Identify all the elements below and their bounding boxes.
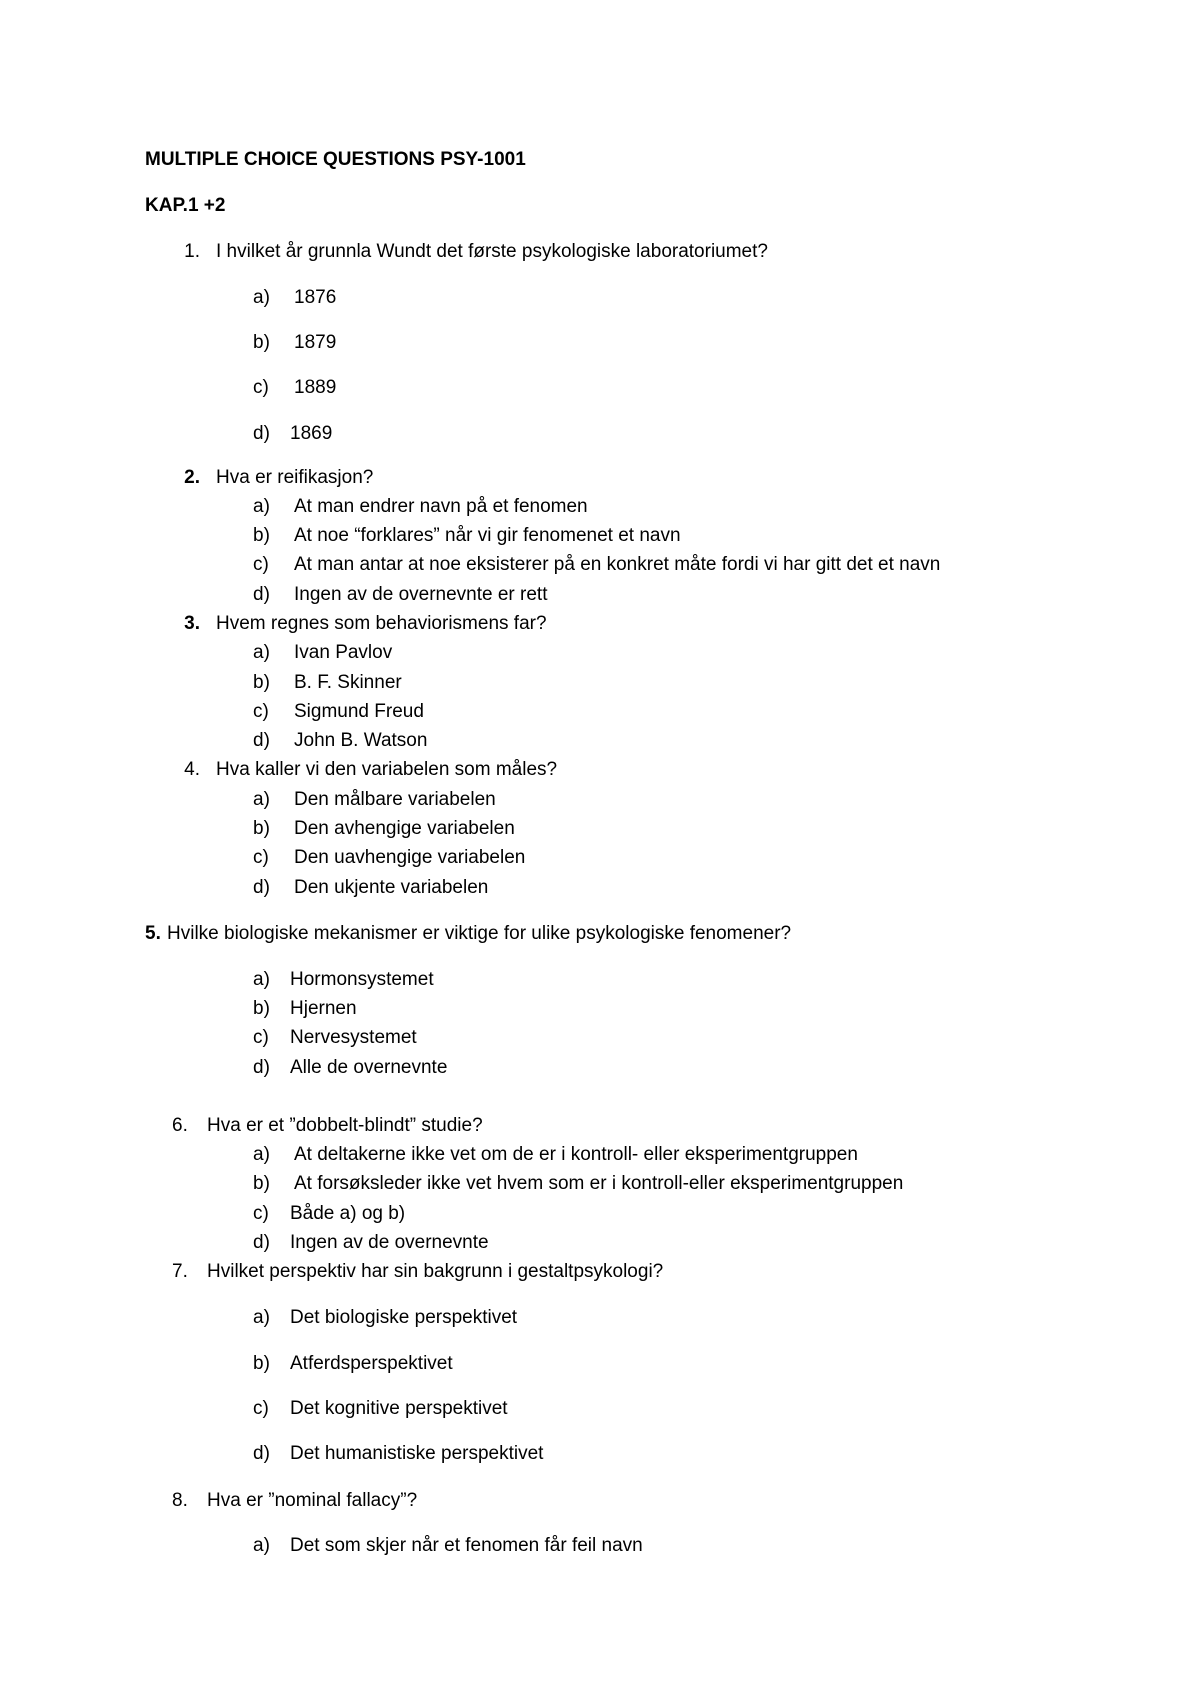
question-text: Hva kaller vi den variabelen som måles? — [216, 759, 558, 780]
option-text: Den målbare variabelen — [294, 789, 496, 810]
option-letter: a) — [253, 1535, 270, 1556]
option-text: Det humanistiske perspektivet — [290, 1443, 544, 1464]
option-letter: a) — [253, 789, 270, 810]
option-letter: c) — [253, 1398, 269, 1419]
option-letter: d) — [253, 584, 270, 605]
option-text: Den uavhengige variabelen — [294, 847, 526, 868]
question-number: 5. — [145, 923, 161, 944]
option-text: Ivan Pavlov — [294, 642, 393, 663]
option-letter: c) — [253, 701, 269, 722]
option-letter: b) — [253, 1353, 270, 1374]
document-title: MULTIPLE CHOICE QUESTIONS PSY-1001 — [145, 149, 526, 170]
option-text: Atferdsperspektivet — [290, 1353, 453, 1374]
option-letter: d) — [253, 1232, 270, 1253]
option-text: At man antar at noe eksisterer på en konkret måte fordi vi har gitt det et navn — [294, 554, 941, 575]
option-text: B. F. Skinner — [294, 672, 402, 693]
option-text: At man endrer navn på et fenomen — [294, 496, 588, 517]
option-letter: b) — [253, 332, 270, 353]
option-letter: d) — [253, 423, 270, 444]
option-letter: b) — [253, 998, 270, 1019]
question-text: Hva er ”nominal fallacy”? — [207, 1490, 418, 1511]
option-letter: c) — [253, 1027, 269, 1048]
option-letter: d) — [253, 1057, 270, 1078]
option-text: At deltakerne ikke vet om de er i kontroll- eller eksperimentgruppen — [294, 1144, 858, 1165]
option-letter: d) — [253, 877, 270, 898]
option-text: John B. Watson — [294, 730, 428, 751]
option-letter: a) — [253, 969, 270, 990]
option-text: 1879 — [294, 332, 337, 353]
option-text: At noe “forklares” når vi gir fenomenet et navn — [294, 525, 681, 546]
question-number: 7. — [172, 1261, 188, 1282]
option-letter: d) — [253, 1443, 270, 1464]
option-letter: a) — [253, 642, 270, 663]
option-text: Ingen av de overnevnte er rett — [294, 584, 548, 605]
option-letter: a) — [253, 1144, 270, 1165]
option-letter: b) — [253, 1173, 270, 1194]
option-letter: b) — [253, 525, 270, 546]
question-number: 6. — [172, 1115, 188, 1136]
question-number: 3. — [184, 613, 200, 634]
question-text: Hva er reifikasjon? — [216, 467, 374, 488]
question-number: 8. — [172, 1490, 188, 1511]
question-number: 4. — [184, 759, 200, 780]
option-text: Alle de overnevnte — [290, 1057, 448, 1078]
option-text: Det kognitive perspektivet — [290, 1398, 508, 1419]
option-letter: b) — [253, 672, 270, 693]
option-letter: a) — [253, 287, 270, 308]
question-text: Hva er et ”dobbelt-blindt” studie? — [207, 1115, 483, 1136]
option-text: Det som skjer når et fenomen får feil navn — [290, 1535, 643, 1556]
question-text: I hvilket år grunnla Wundt det første psykologiske laboratoriumet? — [216, 241, 768, 262]
option-text: Den ukjente variabelen — [294, 877, 489, 898]
option-text: At forsøksleder ikke vet hvem som er i kontroll-eller eksperimentgruppen — [294, 1173, 904, 1194]
document-subtitle: KAP.1 +2 — [145, 195, 226, 216]
option-letter: b) — [253, 818, 270, 839]
option-letter: a) — [253, 1307, 270, 1328]
option-text: Hormonsystemet — [290, 969, 434, 990]
option-letter: c) — [253, 377, 269, 398]
option-text: Nervesystemet — [290, 1027, 417, 1048]
option-letter: c) — [253, 847, 269, 868]
question-number: 1. — [184, 241, 200, 262]
option-text: Sigmund Freud — [294, 701, 424, 722]
option-text: Både a) og b) — [290, 1203, 406, 1224]
option-letter: d) — [253, 730, 270, 751]
option-letter: a) — [253, 496, 270, 517]
option-text: Det biologiske perspektivet — [290, 1307, 518, 1328]
option-text: Ingen av de overnevnte — [290, 1232, 489, 1253]
option-text: 1889 — [294, 377, 337, 398]
question-text: Hvem regnes som behaviorismens far? — [216, 613, 547, 634]
question-text: Hvilket perspektiv har sin bakgrunn i gestaltpsykologi? — [207, 1261, 664, 1282]
option-text: Hjernen — [290, 998, 357, 1019]
option-text: 1876 — [294, 287, 337, 308]
question-text: Hvilke biologiske mekanismer er viktige for ulike psykologiske fenomener? — [167, 923, 792, 944]
question-number: 2. — [184, 467, 200, 488]
option-text: Den avhengige variabelen — [294, 818, 515, 839]
option-letter: c) — [253, 1203, 269, 1224]
option-text: 1869 — [290, 423, 333, 444]
option-letter: c) — [253, 554, 269, 575]
